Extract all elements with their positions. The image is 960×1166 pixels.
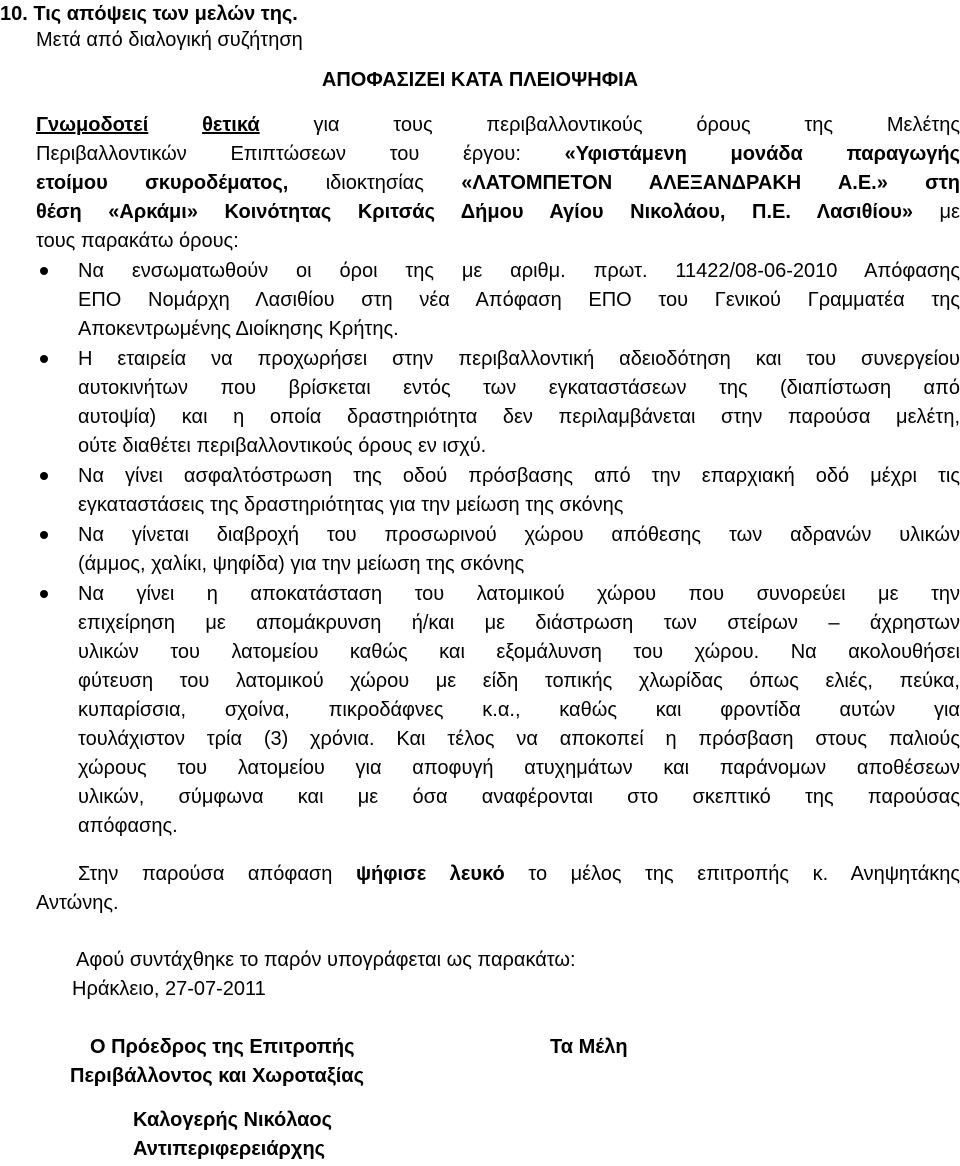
condition-5-line-7: χώρους του λατομείου για αποφυγή ατυχημάτων και παράνομων αποθέσεων [78,757,960,779]
decision-heading: ΑΠΟΦΑΣΙΖΕΙ ΚΑΤΑ ΠΛΕΙΟΨΗΦΙΑ [321,69,639,91]
bullet-5 [40,590,48,598]
condition-3-line-2: εγκαταστάσεις της δραστηριότητας για την μείωση της σκόνης [78,494,624,516]
company-name: «ΛΑΤΟΜΠΕΤΟΝ ΑΛΕΞΑΝΔΡΑΚΗ Α.Ε.» στη [461,172,960,194]
opinion-text-4: με [939,201,960,223]
opinion-text-1: για τους περιβαλλοντικούς όρους της Μελέτης [313,114,960,136]
vote-text: ψήφισε λευκό [355,863,505,885]
bullet-2 [40,355,48,363]
opinion-verdict-1: Γνωμοδοτεί [36,114,149,136]
opinion-text-2: Περιβαλλοντικών Επιπτώσεων του έργου: [36,143,521,165]
condition-2-line-4: ούτε διαθέτει περιβαλλοντικούς όρους εν ισχύ. [78,435,487,457]
vote-statement [78,862,960,886]
condition-1-line-3: Αποκεντρωμένης Διοίκησης Κρήτης. [78,318,399,340]
condition-5-line-9: απόφασης. [78,815,178,837]
bullet-3 [40,472,48,480]
condition-2-line-1: Η εταιρεία να προχωρήσει στην περιβαλλοντική αδειοδότηση και του συνεργείου [78,348,960,370]
condition-2-line-2: αυτοκινήτων που βρίσκεται εντός των εγκαταστάσεων της (διαπίστωση από [78,377,960,399]
chair-role: Αντιπεριφερειάρχης [133,1138,326,1160]
opinion-verdict-2: θετικά [202,114,260,136]
condition-4-line-2: (άμμος, χαλίκι, ψηφίδα) για την μείωση της σκόνης [78,553,525,575]
chair-name: Καλογερής Νικόλαος [133,1109,333,1131]
vote-name-end: Αντώνης. [36,892,119,914]
section-intro: Μετά από διαλογική συζήτηση [36,29,303,51]
condition-5-line-2: επιχείρηση με απομάκρυνση ή/και με διάστρωση των στείρων – άχρηστων [78,612,960,634]
section-title: Τις απόψεις των μελών της. [33,3,298,25]
bullet-1 [40,267,48,275]
opinion-line-3 [36,171,960,195]
signing-text: Αφού συντάχθηκε το παρόν υπογράφεται ως παρακάτω: [76,949,576,971]
condition-5-line-3: υλικών του λατομείου καθώς και εξομάλυνση του χώρου. Να ακολουθήσει [78,641,960,663]
condition-5-line-6: τουλάχιστον τρία (3) χρόνια. Και τέλος να αποκοπεί η πρόσβαση στους παλιούς [78,728,960,750]
members-title: Τα Μέλη [550,1036,628,1058]
section-heading [0,2,298,26]
condition-1-line-1: Να ενσωματωθούν οι όροι της με αριθμ. πρωτ. 11422/08-06-2010 Απόφασης [78,260,960,282]
vote-suffix: το μέλος της επιτροπής κ. Ανηψητάκης [528,863,960,885]
place-date: Ηράκλειο, 27-07-2011 [72,978,266,1000]
condition-5-line-5: κυπαρίσσια, σχοίνα, πικροδάφνες κ.α., καθώς και φροντίδα αυτών για [78,699,960,721]
project-location: θέση «Αρκάμι» Κοινότητας Κριτσάς Δήμου Αγίου Νικολάου, Π.Ε. Λασιθίου» [36,201,913,223]
opinion-line-2 [36,142,960,166]
condition-5-line-1: Να γίνει η αποκατάσταση του λατομικού χώρου που συνορεύει με την [78,583,960,605]
condition-5-line-4: φύτευση του λατομικού χώρου με είδη τοπικής χλωρίδας όπως ελιές, πεύκα, [78,670,960,692]
condition-3-line-1: Να γίνει ασφαλτόστρωση της οδού πρόσβασης από την επαρχιακή οδό μέχρι τις [78,465,960,487]
project-name-2: ετοίμου σκυροδέματος, [36,172,289,194]
condition-5-line-8: υλικών, σύμφωνα και με όσα αναφέρονται στο σκεπτικό της παρούσας [78,786,960,808]
opinion-line-1 [36,113,960,137]
opinion-text-3: ιδιοκτησίας [325,172,424,194]
bullet-4 [40,531,48,539]
opinion-line-5: τους παρακάτω όρους: [36,230,239,252]
condition-1-line-2: ΕΠΟ Νομάρχη Λασιθίου στη νέα Απόφαση ΕΠΟ του Γενικού Γραμματέα της [78,289,960,311]
chair-title-1: Ο Πρόεδρος της Επιτροπής [90,1036,355,1058]
project-name-1: «Υφιστάμενη μονάδα παραγωγής [564,143,960,165]
section-number: 10. [0,3,28,25]
chair-title-2: Περιβάλλοντος και Χωροταξίας [70,1065,364,1087]
condition-4-line-1: Να γίνεται διαβροχή του προσωρινού χώρου απόθεσης των αδρανών υλικών [78,524,960,546]
condition-2-line-3: αυτοψία) και η οποία δραστηριότητα δεν περιλαμβάνεται στην παρούσα μελέτη, [78,406,960,428]
vote-prefix: Στην παρούσα απόφαση [78,863,333,885]
opinion-line-4 [36,200,960,224]
